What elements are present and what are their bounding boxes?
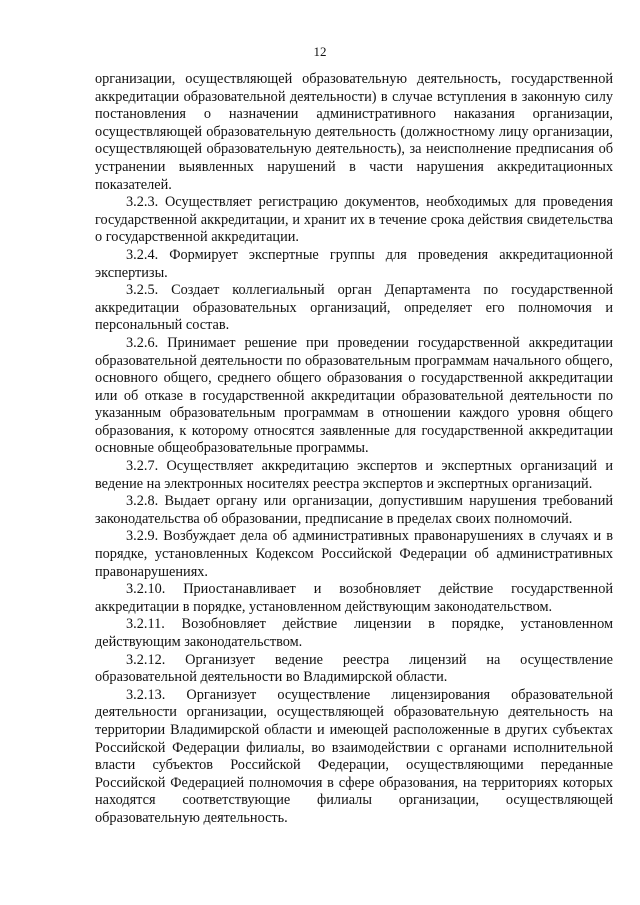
- paragraph-3-2-8: 3.2.8. Выдает органу или организации, допустившим нарушения требований законодательства об образовании, предписание в пределах своих полномочий.: [95, 493, 613, 527]
- paragraph-continuation: организации, осуществляющей образовательную деятельность, государственной аккредитации образовательной деятельности) в случае вступления в законную силу постановления о назначении административного наказания организации, осуществляющей образовательную деятельность (должностному лицу организации, осуществляющей образовательную деятельность), за неисполнение предписания об устранении выявленных нарушений в части нарушения аккредитационных показателей.: [95, 71, 613, 193]
- paragraph-3-2-4: 3.2.4. Формирует экспертные группы для проведения аккредитационной экспертизы.: [95, 246, 613, 281]
- paragraph-3-2-7: 3.2.7. Осуществляет аккредитацию экспертов и экспертных организаций и ведение на электронных носителях реестра экспертов и экспертных организаций.: [95, 458, 613, 492]
- paragraph-3-2-5: 3.2.5. Создает коллегиальный орган Департамента по государственной аккредитации образовательных организаций, определяет его полномочия и персональный состав.: [95, 282, 613, 334]
- paragraph-3-2-3: 3.2.3. Осуществляет регистрацию документов, необходимых для проведения государственной аккредитации, и хранит их в течение срока действия свидетельства о государственной аккредитации.: [95, 194, 613, 246]
- paragraph-3-2-10: 3.2.10. Приостанавливает и возобновляет действие государственной аккредитации в порядке, установленном действующим законодательством.: [95, 581, 613, 615]
- paragraph-3-2-9: 3.2.9. Возбуждает дела об административных правонарушениях в случаях и в порядке, установленных Кодексом Российской Федерации об административных правонарушениях.: [95, 528, 613, 580]
- paragraph-3-2-6: 3.2.6. Принимает решение при проведении государственной аккредитации образовательной деятельности по образовательным программам начального общего, основного общего, среднего общего образования о государственной аккредитации или об отказе в государственной аккредитации образовательной деятельности по указанным образовательным программам в отношении каждого уровня общего образования, к которому относятся заявленные для государственной аккредитации основные общеобразовательные программы.: [95, 334, 613, 457]
- page-number: 12: [313, 44, 327, 59]
- document-body: [95, 71, 613, 828]
- paragraph-3-2-12: 3.2.12. Организует ведение реестра лицензий на осуществление образовательной деятельности во Владимирской области.: [95, 651, 613, 686]
- paragraph-3-2-11: 3.2.11. Возобновляет действие лицензии в порядке, установленном действующим законодательством.: [95, 616, 613, 650]
- paragraph-3-2-13: 3.2.13. Организует осуществление лицензирования образовательной деятельности организации, осуществляющей образовательную деятельность на территории Владимирской области и имеющей расположенные в других субъектах Российской Федерации филиалы, во взаимодействии с органами исполнительной власти субъектов Российской Федерации, осуществляющими переданные Российской Федерацией полномочия в сфере образования, на территориях которых находятся соответствующие филиалы организации, осуществляющей образовательную деятельность.: [95, 686, 613, 826]
